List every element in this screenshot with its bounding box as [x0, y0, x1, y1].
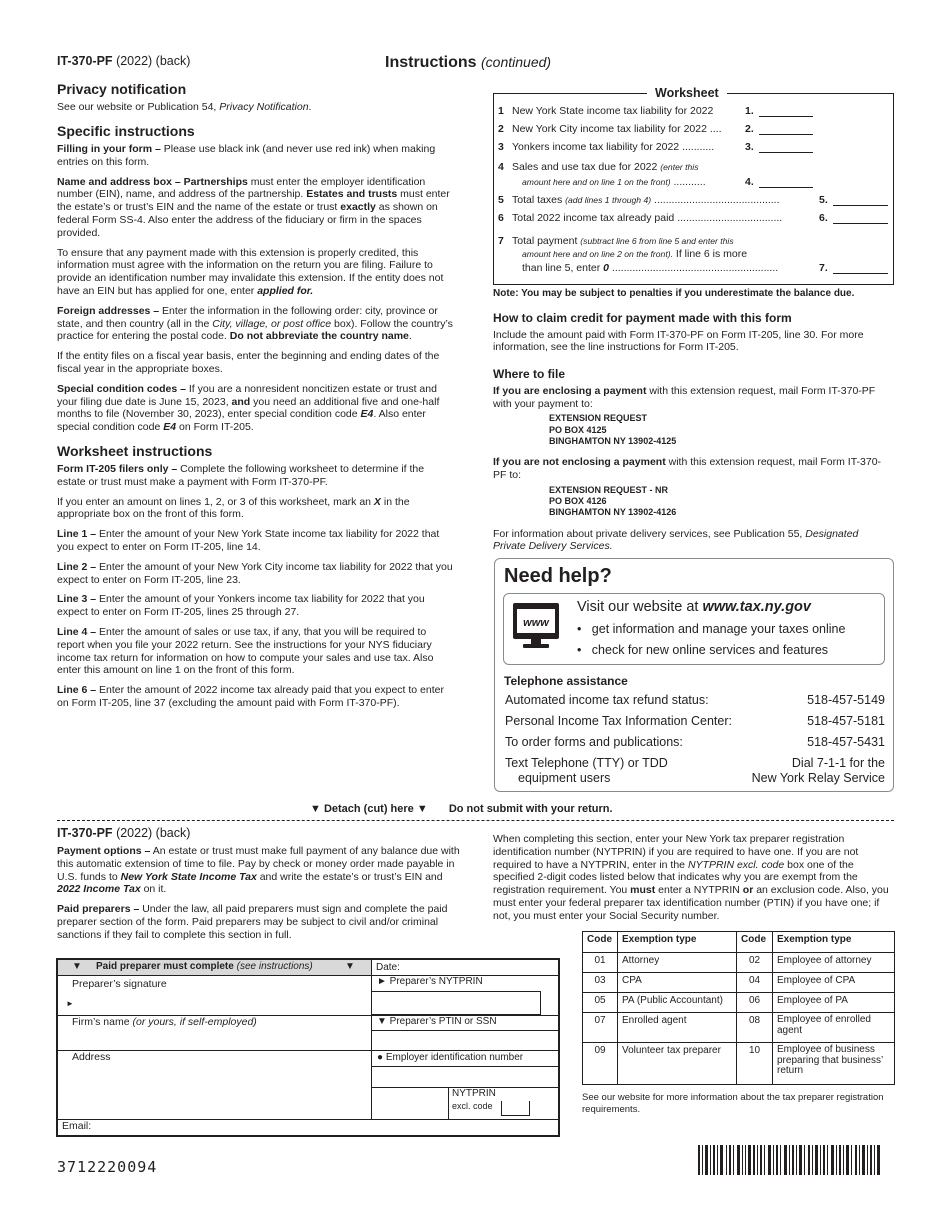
ws-line-2: 2 New York City income tax liability for 2022 .... 2.: [494, 123, 893, 141]
ws-line-3-field[interactable]: [759, 152, 813, 153]
detach-label: ▼ Detach (cut) here ▼ Do not submit with your return.: [310, 803, 613, 815]
help-bullet: • check for new online services and features: [577, 643, 829, 657]
detach-cut-line[interactable]: [57, 820, 894, 821]
see-website-note: See our website for more information about the tax preparer registration requirements.: [582, 1092, 884, 1115]
tel-row-forms: To order forms and publications: 518-457-5431: [505, 735, 885, 749]
computer-icon: [511, 601, 561, 655]
help-bullet: • get information and manage your taxes online: [577, 622, 846, 636]
tel-row-tty: Text Telephone (TTY) or TDD equipment users Dial 7-1-1 for the New York Relay Service: [505, 756, 885, 785]
nytprin-paragraph: When completing this section, enter your New York tax preparer registration identification number (NYTPRIN) if you are required to have one. If you are not required to have a NYTPRIN, enter in the NYTPRIN excl. code box one of the specified 2-digit codes listed below that indicates why you are exempt from the registration requirement. You must enter a NYTPRIN or an exclusion code. Also, you must enter your federal preparer tax identification number (PTIN) if you have one; if not, you must enter your Social Security number.: [493, 833, 889, 922]
table-row: 01 Attorney 02 Employee of attorney: [583, 953, 895, 973]
ein-label: ● Employer identification number: [377, 1052, 524, 1063]
firm-name-field[interactable]: Firm’s name (or yours, if self-employed): [58, 1016, 372, 1050]
ws-line-3: 3 Yonkers income tax liability for 2022 ........... 3.: [494, 141, 893, 159]
worksheet-box: [493, 86, 894, 285]
ws-line-5: 5 Total taxes (add lines 1 through 4) ........................................... 5.: [494, 194, 893, 212]
website-link[interactable]: www.tax.ny.gov: [702, 599, 811, 615]
form-year: (2022) (back): [116, 54, 191, 68]
table-row: 05 PA (Public Accountant) 06 Employee of PA: [583, 993, 895, 1013]
line3-paragraph: Line 3 – Enter the amount of your Yonkers income tax liability for 2022 that you expect to enter on Form IT-205, lines 25 through 27.: [57, 593, 425, 619]
www-icon-text: www: [523, 617, 549, 629]
tel-row-info-center: Personal Income Tax Information Center: 518-457-5181: [505, 714, 885, 728]
it205-paragraph: Form IT-205 filers only – Complete the following worksheet to determine if the estate or trust must make a payment with Form IT-370-PF.: [57, 462, 425, 488]
line2-paragraph: Line 2 – Enter the amount of your New York City income tax liability for 2022 that you expect to enter on Form IT-205, line 23.: [57, 560, 453, 586]
ws-instructions-heading: Worksheet instructions: [57, 442, 213, 459]
visit-website: Visit our website at www.tax.ny.gov: [577, 599, 811, 615]
table-row: 03 CPA 04 Employee of CPA: [583, 973, 895, 993]
form-id: IT-370-PF: [57, 54, 113, 68]
left-column: [57, 81, 455, 717]
foreign-paragraph: Foreign addresses – Enter the information in the following order: city, province or state, and then country (all in the City, village, or post office box). Follow the country’s practice for entering the postal code. Do not abbreviate the country name.: [57, 304, 453, 343]
preparer-header: ▼ Paid preparer must complete (see instructions) ▼: [58, 960, 372, 976]
ws-line-4: 4 Sales and use tax due for 2022 (enter this amount here and on line 1 on the front) ........... 4.: [494, 161, 893, 191]
where-heading: Where to file: [493, 367, 566, 382]
line6-paragraph: Line 6 – Enter the amount of 2022 income tax already paid that you expect to enter on Form IT-205, line 37 (excluding the amount paid with Form IT-370-PF).: [57, 684, 444, 709]
ws-line-6-field[interactable]: [833, 223, 888, 224]
ws-line-5-field[interactable]: [833, 205, 888, 206]
not-enclosing-address: EXTENSION REQUEST - NR PO BOX 4126 BINGHAMTON NY 13902-4126: [549, 484, 677, 518]
paid-preparer-box: [56, 958, 560, 1137]
date-label: Date:: [376, 962, 400, 973]
ptin-field[interactable]: [372, 1030, 558, 1051]
privacy-text: See our website or Publication 54, Privacy Notification.: [57, 101, 312, 114]
not-enclosing-paragraph: If you are not enclosing a payment with this extension request, mail Form IT-370-PF to:: [493, 456, 882, 481]
table-row: 07 Enrolled agent 08 Employee of enrolled agent: [583, 1013, 895, 1043]
telephone-heading: Telephone assistance: [504, 674, 628, 688]
worksheet-note: Note: You may be subject to penalties if you underestimate the balance due.: [493, 288, 855, 299]
form-number: 3712220094: [57, 1158, 158, 1176]
ensure-paragraph: To ensure that any payment made with this extension is properly credited, this information must agree with the information on the return you are filing. Failure to provide an identification number may invalidate this extension. If the entity does not have an EIN but has applied for one, enter applied for.: [57, 246, 444, 297]
barcode: [698, 1145, 883, 1179]
line4-paragraph: Line 4 – Enter the amount of sales or use tax, if any, that you will be required to report when you file your 2022 return. See the instructions for your NYS fiduciary income tax return for information on how to compute your sales and use tax. Also enter this amount on line 1 on the front of this form.: [57, 625, 434, 677]
tel-row-refund: Automated income tax refund status: 518-457-5149: [505, 693, 885, 707]
ws-line-1-field[interactable]: [759, 116, 813, 117]
nytprin-excl-code-box: NYTPRIN excl. code: [448, 1087, 559, 1119]
paid-preparers-paragraph: Paid preparers – Under the law, all paid preparers must sign and complete the paid preparer section of the form. Paid preparers may be subject to civil and/or criminal sanctions if they fail to complete this section in full.: [57, 903, 448, 941]
enclosing-address: EXTENSION REQUEST PO BOX 4125 BINGHAMTON NY 13902-4125: [549, 413, 677, 446]
ws-line-7-field[interactable]: [833, 273, 888, 274]
mark-paragraph: If you enter an amount on lines 1, 2, or 3 of this worksheet, mark an X in the appropriate box on the front of this form.: [57, 495, 410, 521]
website-box: [503, 593, 885, 665]
ws-line-6: 6 Total 2022 income tax already paid .................................... 6.: [494, 212, 893, 230]
filling-paragraph: Filling in your form – Please use black ink (and never use red ink) when making entries on this form.: [57, 142, 436, 168]
table-row: 09 Volunteer tax preparer 10 Employee of business preparing that business’ return: [583, 1043, 895, 1085]
email-field[interactable]: Email:: [62, 1120, 92, 1132]
privacy-heading: Privacy notification: [57, 81, 187, 97]
page-title: Instructions (continued): [385, 54, 552, 71]
worksheet-title: Worksheet: [647, 86, 727, 101]
fiscal-paragraph: If the entity files on a fiscal year basis, enter the beginning and ending dates of the fiscal year in the appropriate boxes.: [57, 350, 440, 375]
payment-options-paragraph: Payment options – An estate or trust must make full payment of any balance due with this automatic extension of time to file. Pay by check or money order made payable in U.S. funds to New York State Income Tax and write the estate’s or trust’s EIN and 2022 Income Tax on it.: [57, 845, 460, 896]
special-paragraph: Special condition codes – If you are a nonresident noncitizen estate or trust and your filing due date is June 15, 2023, and you need an additional five and one-half months to file (November 30, 2023), enter special condition code E4. Also enter special condition code E4 on Form IT-205.: [57, 382, 440, 434]
right-column: [493, 311, 893, 560]
private-delivery-paragraph: For information about private delivery services, see Publication 55, Designated Private Delivery Services.: [493, 527, 859, 553]
ws-line-1: 1 New York State income tax liability for 2022 1.: [494, 105, 893, 123]
ws-line-7: 7 Total payment (subtract line 6 from line 5 and enter this amount here and on line 2 on the front). If line 6 is more than line 5, enter 0 ......................................................... 7.: [494, 235, 893, 279]
nytprin-label: ► Preparer’s NYTPRIN: [377, 976, 483, 987]
name-address-paragraph: Name and address box – Partnerships must enter the employer identification number (EIN), name, and address of the partnership. Estates and trusts must enter the estate’s or trust’s EIN and the name of the estate or trust exactly as shown on federal Form SS-4. Also enter the address of the fiduciary or firm in the spaces provided.: [57, 175, 450, 239]
ws-line-2-field[interactable]: [759, 134, 813, 135]
excl-code-field[interactable]: [501, 1101, 530, 1116]
address-field[interactable]: Address: [58, 1051, 372, 1119]
ws-line-4-field[interactable]: [759, 187, 813, 188]
enclosing-paragraph: If you are enclosing a payment with this extension request, mail Form IT-370-PF with your payment to:: [493, 384, 876, 410]
bottom-form-id: IT-370-PF (2022) (back): [57, 826, 191, 840]
line1-paragraph: Line 1 – Enter the amount of your New York State income tax liability for 2022 that you expect to enter on Form IT-205, line 14.: [57, 528, 440, 553]
need-help-box: [494, 558, 894, 792]
claim-heading: How to claim credit for payment made with this form: [493, 311, 792, 325]
table-header: Code Exemption type Code Exemption type: [583, 932, 895, 953]
exemption-code-table: [582, 931, 895, 1085]
specific-heading: Specific instructions: [57, 122, 195, 139]
ptin-label: ▼ Preparer’s PTIN or SSN: [377, 1016, 497, 1027]
form-id-header: [57, 54, 190, 69]
nytprin-field[interactable]: [372, 991, 541, 1015]
claim-text: Include the amount paid with Form IT-370-PF on Form IT-205, line 30. For more information, see the line instructions for Form IT-205.: [493, 328, 864, 354]
preparer-signature-field[interactable]: Preparer’s signature ►: [58, 975, 372, 1015]
ein-field[interactable]: [372, 1066, 558, 1088]
need-help-title: Need help?: [504, 565, 612, 587]
bottom-left-text: [57, 845, 462, 949]
